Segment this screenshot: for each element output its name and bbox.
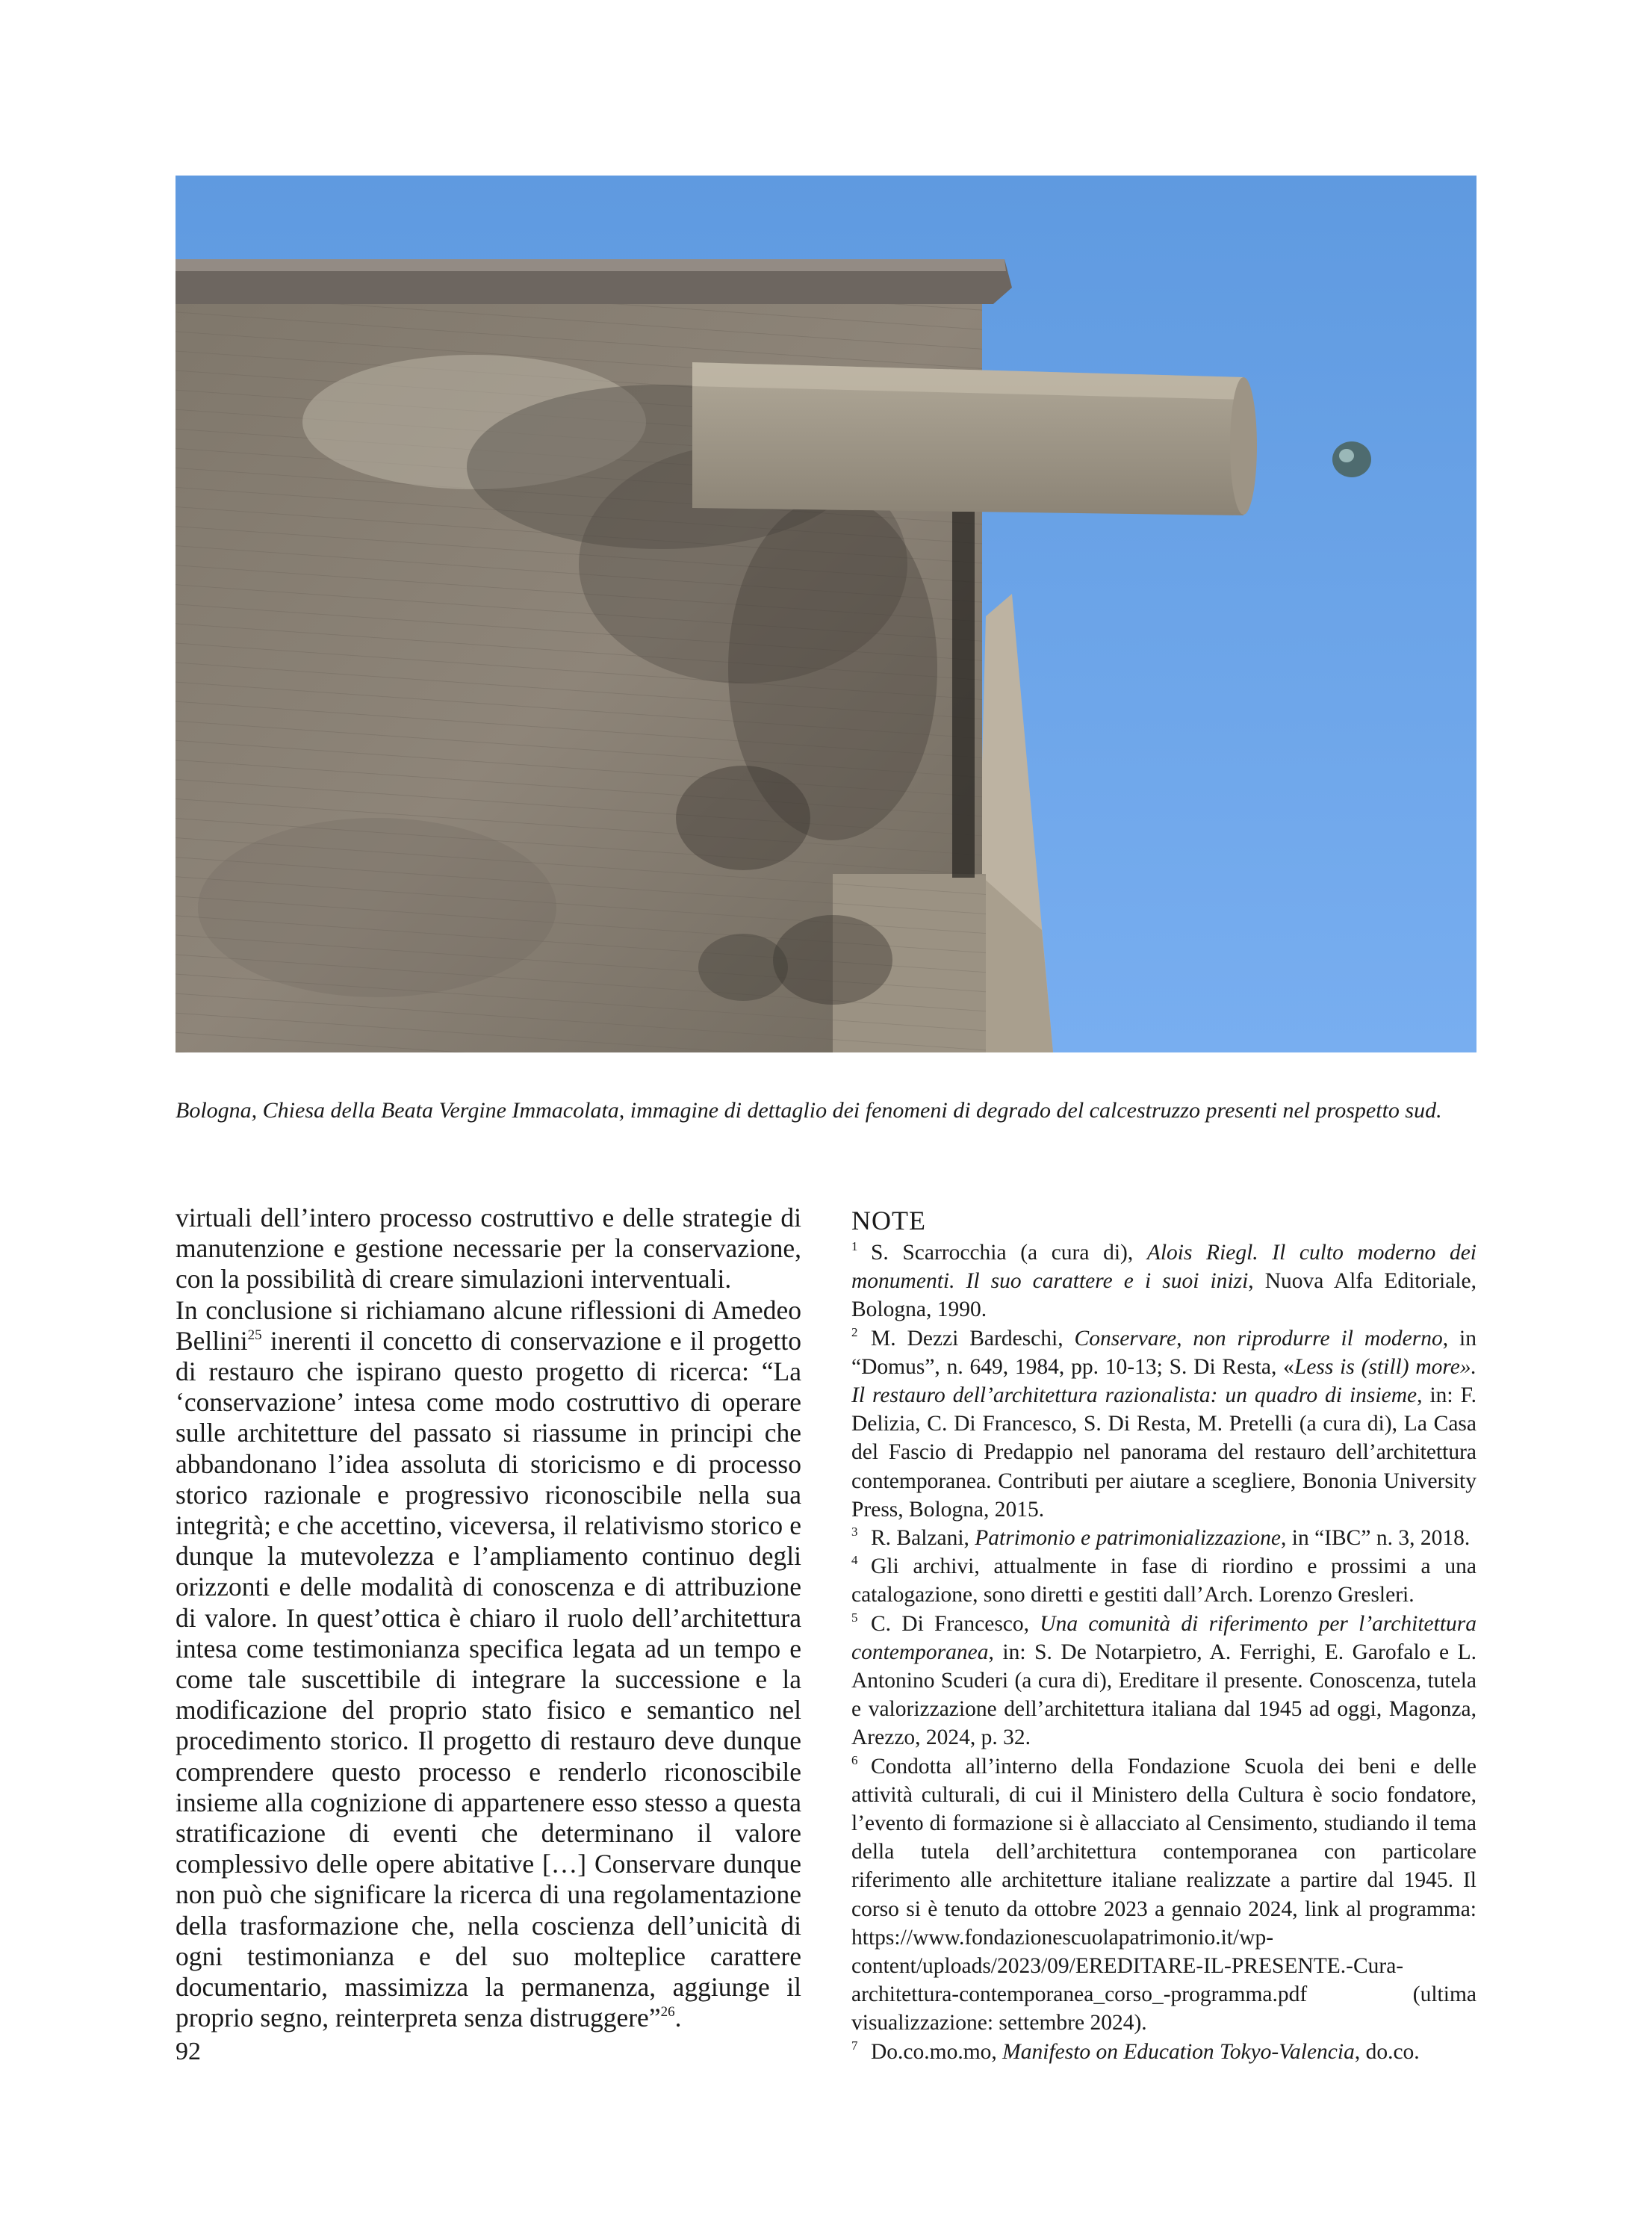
note-text: , in “Domus”, n. 649, 1984, pp. 10-13; S. Di Resta, « [851,1326,1477,1379]
note-text: Do.co.mo.mo, [871,2039,1003,2064]
note-text: , in “IBC” n. 3, 2018. [1281,1526,1471,1551]
footnote-ref-26: 26 [660,2004,675,2021]
note-title: Una comunità di riferimento per l’architettura contemporanea [851,1611,1476,1664]
body-paragraph-2 [176,1295,801,2034]
note-text: Gli archivi, attualmente in fase di riordino e prossimi a una catalogazione, sono diretti e gestiti dall’Arch. Lorenzo Gresleri. [851,1554,1476,1607]
note-item: 6 Condotta all’interno della Fondazione Scuola dei beni e delle attività culturali, di cui il Ministero della Cultura è socio fondatore, l’evento di formazione si è allacciato al Censimento, studiando il tema della tutela dell’architettura contemporanea con particolare riferimento alle architetture italiane realizzate a partire dal 1945. Il corso si è tenuto da ottobre 2023 a gennaio 2024, link al programma: https://www.fondazionescuolapatrimonio.it/wp-content/uploads/2023/09/EREDITARE-IL-PRESENTE.-Cura-architettura-contemporanea_corso_-programma.pdf (ultima visualizzazione: settembre 2024). [851,1752,1476,2035]
photo-concrete-cornice [176,176,1476,1052]
note-text: C. Di Francesco, [871,1611,1040,1636]
note-title: Patrimonio e patrimonializzazione [975,1526,1282,1551]
notes-column [851,1206,1476,2066]
note-text: , in: F. Delizia, C. Di Francesco, S. Di Resta, M. Pretelli (a cura di), La Casa del Fascio di Predappio nel panorama del restauro dell’architettura contemporanea. Contributi per aiutare a scegliere, Bononia University Press, Bologna, 2015. [851,1383,1476,1522]
page-number: 92 [176,2038,201,2065]
note-title: Manifesto on Education Tokyo-Valencia [1002,2039,1355,2064]
note-text: , do.co. [1354,2039,1420,2064]
note-text: R. Balzani, [871,1526,975,1551]
note-text: S. Scarrocchia (a cura di), [871,1241,1147,1265]
note-item: 1 S. Scarrocchia (a cura di), Alois Riegl. Il culto moderno dei monumenti. Il suo carattere e i suoi inizi, Nuova Alfa Editoriale, Bologna, 1990. [851,1239,1476,1322]
figure-caption: Bologna, Chiesa della Beata Vergine Immacolata, immagine di dettaglio dei fenomeni di degrado del calcestruzzo presenti nel prospetto sud. [176,1098,1442,1123]
note-item: 5 C. Di Francesco, Una comunità di riferimento per l’architettura contemporanea, in: S. De Notarpietro, A. Ferrighi, E. Garofalo e L. Antonino Scuderi (a cura di), Ereditare il presente. Conoscenza, tutela e valorizzazione dell’architettura italiana dal 1945 ad oggi, Magonza, Arezzo, 2024, p. 32. [851,1610,1476,1750]
notes-list [851,1238,1476,2066]
notes-heading: NOTE [851,1206,926,1235]
note-title: Less is (still) more». Il restauro dell’architettura razionalista: un quadro di insieme [851,1354,1476,1408]
note-item: 3 R. Balzani, Patrimonio e patrimonializzazione, in “IBC” n. 3, 2018. [851,1525,1471,1551]
note-title: Conservare, non riprodurre il moderno [1074,1326,1443,1351]
note-item: 4 Gli archivi, attualmente in fase di riordino e prossimi a una catalogazione, sono diretti e gestiti dall’Arch. Lorenzo Gresleri. [851,1553,1476,1607]
note-text: , Nuova Alfa Editoriale, Bologna, 1990. [851,1269,1476,1322]
note-item: 7 Do.co.mo.mo, Manifesto on Education Tokyo-Valencia, do.co. [851,2038,1420,2064]
note-text: , in: S. De Notarpietro, A. Ferrighi, E. Garofalo e L. Antonino Scuderi (a cura di), Ereditare il presente. Conoscenza, tutela e valorizzazione dell’architettura italiana dal 1945 ad oggi, Magonza, Arezzo, 2024, p. 32. [851,1640,1476,1750]
note-text: Condotta all’interno della Fondazione Scuola dei beni e delle attività culturali, di cui il Ministero della Cultura è socio fondatore, l’evento di formazione si è allacciato al Censimento, studiando il tema della tutela dell’architettura contemporanea con particolare riferimento alle architetture italiane realizzate a partire dal 1945. Il corso si è tenuto da ottobre 2023 a gennaio 2024, link al programma: https://www.fondazionescuolapatrimonio.it/wp-content/uploads/2023/09/EREDITARE-IL-PRESENTE.-Cura-architettura-contemporanea_corso_-programma.pdf (ultima visualizzazione: settembre 2024). [851,1754,1476,2035]
note-text: M. Dezzi Bardeschi, [871,1326,1075,1351]
body-paragraph-1: virtuali dell’intero processo costruttivo e delle strategie di manutenzione e gestione necessarie per la conservazione, con la possibilità di creare simulazioni interventuali. [176,1203,801,1294]
note-title: Alois Riegl. Il culto moderno dei monumenti. Il suo carattere e i suoi inizi [851,1241,1476,1294]
note-item: 2 M. Dezzi Bardeschi, Conservare, non riprodurre il moderno, in “Domus”, n. 649, 1984, pp. 10-13; S. Di Resta, «Less is (still) more». Il restauro dell’architettura razionalista: un quadro di insieme, in: F. Delizia, C. Di Francesco, S. Di Resta, M. Pretelli (a cura di), La Casa del Fascio di Predappio nel panorama del restauro dell’architettura contemporanea. Contributi per aiutare a scegliere, Bononia University Press, Bologna, 2015. [851,1324,1477,1522]
footnote-ref-25: 25 [247,1327,262,1343]
body-text-column [176,1203,801,2033]
body-paragraph-2-text-a: In conclusione si richiamano alcune riflessioni di Amedeo Bellini [176,1294,801,1356]
body-paragraph-2-text-b: inerenti il concetto di conservazione e il progetto di restauro che ispirano questo progetto di ricerca: “La ‘conservazione’ intesa come modo costruttivo di operare sulle architetture del passato si riassume in principi che abbandonano l’idea assoluta di storicismo e di processo storico razionale e progressivo riconoscibile nella sua integrità; e che accettino, viceversa, il relativismo storico e dunque la mutevolezza e l’ampliamento continuo degli orizzonti e delle modalità di conoscenza e di attribuzione di valore. In quest’ottica è chiaro il ruolo dell’architettura intesa come testimonianza specifica legata ad un tempo e come tale suscettibile di integrare la successione e la modificazione del proprio stato fisico e semantico nel procedimento storico. Il progetto di restauro deve dunque comprendere questo processo e renderlo riconoscibile insieme alla cognizione di appartenere esso stesso a questa stratificazione di eventi che determinano il valore complessivo delle opere abitative […] Conservare dunque non può che significare la ricerca di una regolamentazione della trasformazione che, nella coscienza dell’unicità di ogni testimonianza e del suo molteplice carattere documentario, massimizza la permanenza, aggiunge il proprio segno, reinterpreta senza distruggere” [176,1325,801,2033]
body-paragraph-2-end: . [674,2003,682,2033]
